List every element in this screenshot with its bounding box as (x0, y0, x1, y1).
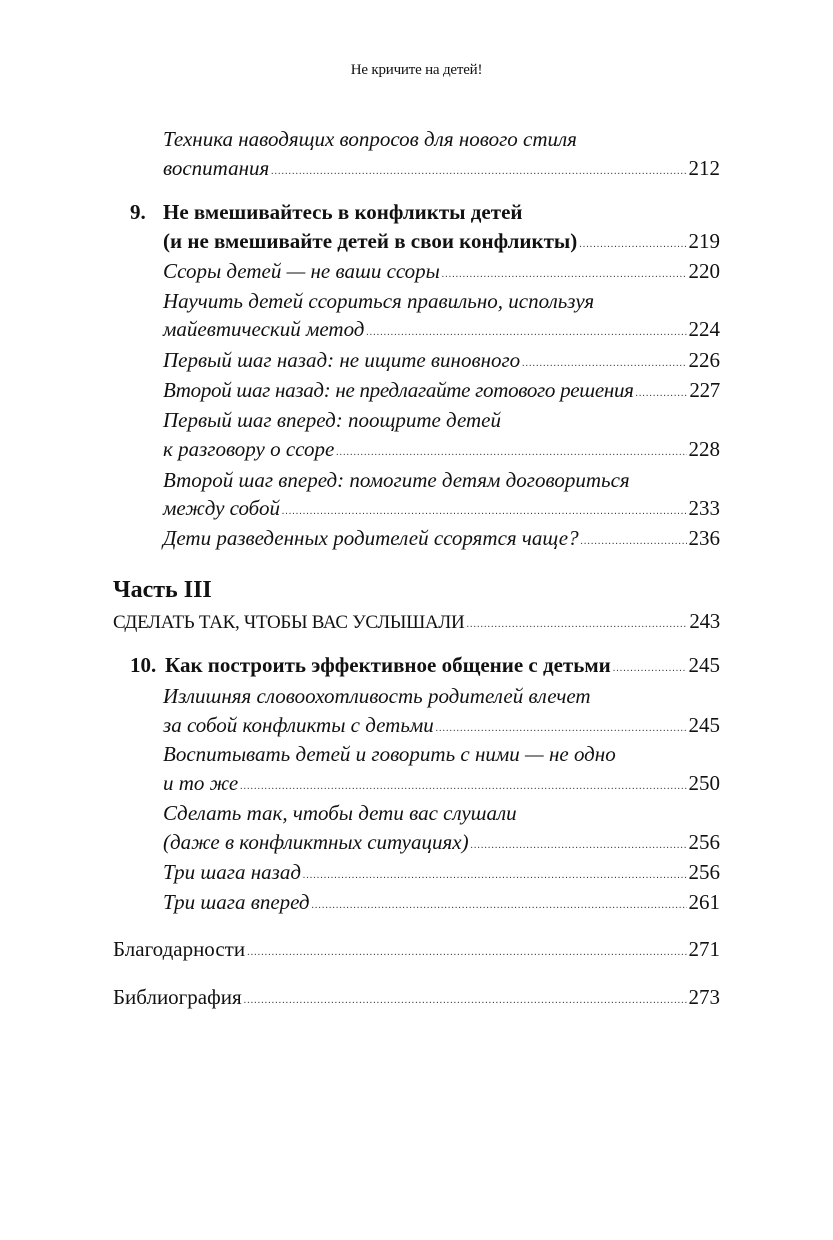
toc-entry-title: Ссоры детей — не ваши ссоры (163, 259, 440, 283)
leader-dots (466, 610, 687, 640)
chapter-number: 10. (130, 653, 157, 677)
chapter-number: 9. (130, 200, 146, 224)
leader-dots (271, 157, 686, 187)
leader-dots (312, 891, 687, 921)
leader-dots (366, 318, 686, 348)
page-number: 227 (689, 378, 720, 402)
leader-dots (247, 938, 686, 968)
chapter-title-line1: Не вмешивайтесь в конфликты детей (163, 200, 523, 224)
page-number: 256 (688, 830, 720, 854)
toc-entry-title: воспитания (163, 156, 270, 180)
toc-entry[interactable] (163, 887, 720, 922)
toc-entry-line1: Сделать так, чтобы дети вас слушали (163, 801, 517, 825)
page-number: 245 (688, 653, 720, 677)
toc-entry-acknowledgements[interactable] (113, 934, 720, 969)
toc-entry-title: Второй шаг назад: не предлагайте готового решения (163, 378, 634, 402)
page-number: 245 (688, 713, 720, 737)
page-number: 224 (688, 317, 720, 341)
page-number: 220 (688, 259, 720, 283)
toc-entry-title: между собой (163, 496, 280, 520)
page-number: 271 (688, 937, 720, 961)
toc-entry-title: Благодарности (113, 937, 246, 961)
running-head: Не кричите на детей! (350, 62, 483, 78)
toc-entry-line1: Второй шаг вперед: помогите детям договориться (163, 468, 630, 492)
leader-dots (613, 654, 687, 684)
page-number: 236 (688, 526, 720, 550)
page-number: 233 (688, 496, 720, 520)
leader-dots (244, 986, 687, 1016)
page-number: 226 (688, 348, 720, 372)
toc-entry-title: и то же (163, 771, 239, 795)
page-number: 212 (688, 156, 720, 180)
toc-entry[interactable] (163, 314, 720, 349)
page-number: 250 (688, 771, 720, 795)
toc-entry-title: к разговору о ссоре (163, 437, 335, 461)
toc-entry-title: майевтический метод (163, 317, 365, 341)
toc-entry-line1: Излишняя словоохотливость родителей влечет (163, 684, 591, 708)
page-number: 261 (688, 890, 720, 914)
chapter-entry[interactable] (165, 650, 720, 685)
part-heading: Часть III (113, 577, 212, 603)
toc-entry-line1: Первый шаг вперед: поощрите детей (163, 408, 501, 432)
toc-entry-title: Три шага назад (163, 860, 301, 884)
chapter-title: (и не вмешивайте детей в свои конфликты) (163, 229, 578, 253)
toc-entry-bibliography[interactable] (113, 982, 720, 1017)
part-entry[interactable] (113, 606, 720, 641)
toc-entry-title: Три шага вперед (163, 890, 310, 914)
toc-entry[interactable] (163, 153, 720, 188)
toc-entry-title: (даже в конфликтных ситуациях) (163, 830, 469, 854)
toc-entry-line1: Научить детей ссориться правильно, используя (163, 289, 595, 313)
page-number: 219 (688, 229, 720, 253)
leader-dots (636, 379, 688, 409)
page-number: 256 (688, 860, 720, 884)
toc-entry-title: за собой конфликты с детьми (163, 713, 434, 737)
part-title: СДЕЛАТЬ ТАК, ЧТОБЫ ВАС УСЛЫШАЛИ (113, 612, 465, 633)
toc-entry-title: Библиография (113, 985, 242, 1009)
toc-entry[interactable] (163, 434, 720, 469)
page-number: 228 (688, 437, 720, 461)
toc-entry-line1: Воспитывать детей и говорить с ними — не одно (163, 742, 616, 766)
toc-entry-line1: Техника наводящих вопросов для нового стиля (163, 127, 577, 151)
chapter-title: Как построить эффективное общение с детьми (165, 653, 611, 677)
page-number: 243 (689, 609, 720, 633)
toc-entry-title: Дети разведенных родителей ссорятся чаще? (163, 526, 579, 550)
toc-entry[interactable] (163, 523, 720, 558)
toc-entry-title: Первый шаг назад: не ищите виновного (163, 348, 521, 372)
page-number: 273 (688, 985, 720, 1009)
leader-dots (581, 527, 687, 557)
leader-dots (336, 438, 686, 468)
